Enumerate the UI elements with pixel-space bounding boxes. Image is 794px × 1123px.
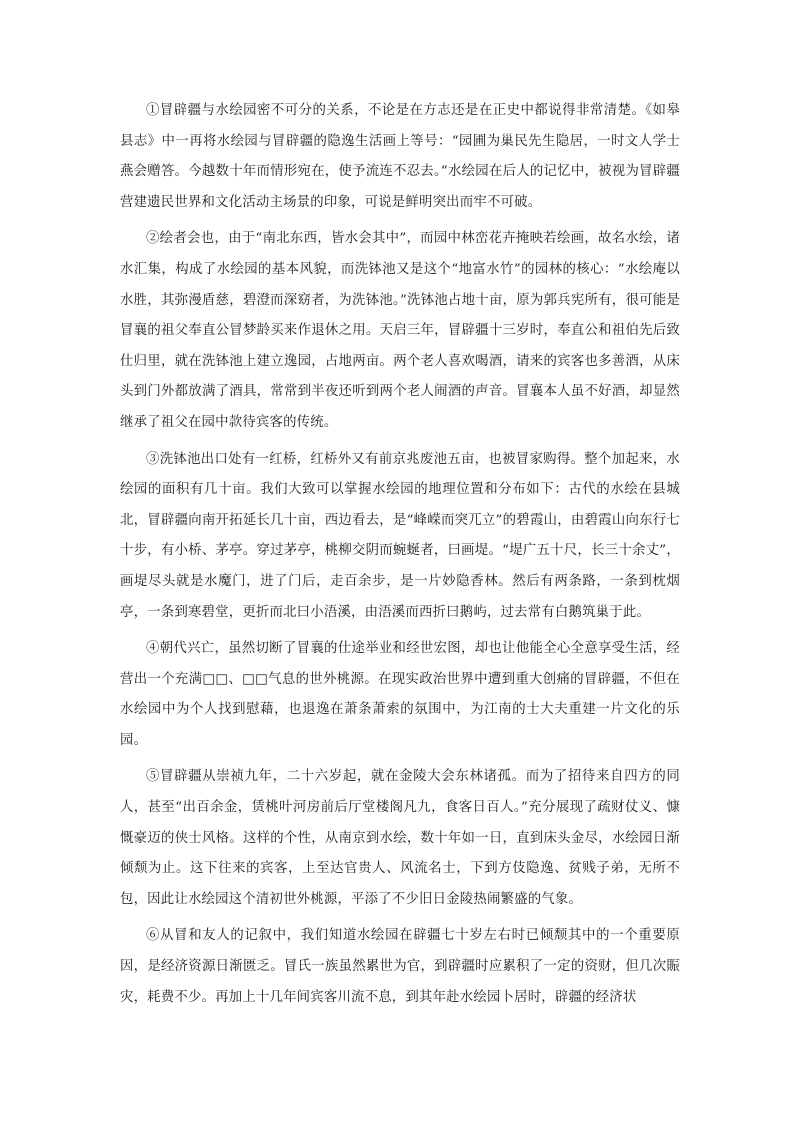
paragraph-6: ⑥从冒和友人的记叙中，我们知道水绘园在辟疆七十岁左右时已倾颓其中的一个重要原因，是经济资源日渐匮乏。冒氏一族虽然累世为官，到辟疆时应累积了一定的资财，但几次賑灾，耗费不少。再加上十几年间宾客川流不息，到其年赴水绘园卜居时，辟疆的经济状 (120, 928, 680, 1005)
paragraph-5: ⑤冒辟疆从崇祯九年，二十六岁起，就在金陵大会东林诸孤。而为了招待来自四方的同人，甚至“出百余金，赁桃叶河房前后厅堂楼阁凡九，食客日百人。”充分展现了疏财仗义、慷慨豪迈的侠士风格。这样的个性，从南京到水绘，数十年如一日，直到床头金尽，水绘园日渐倾颓为止。这下往来的宾客，上至达官贵人、风流名士，下到方伎隐逸、贫贱子弟，无所不包，因此让水绘园这个清初世外桃源，平添了不少旧日金陵热闹繁盛的气象。 (120, 769, 680, 907)
paragraph-4: ④朝代兴亡，虽然切断了冒襄的仕途举业和经世宏图，却也让他能全心全意享受生活，经营出一个充满□□、□□气息的世外桃源。在现实政治世界中遭到重大创痛的冒辟疆，不但在水绘园中为个人找到慰藉，也退逸在萧条萧索的氛围中，为江南的士大夫重建一片文化的乐园。 (120, 641, 680, 748)
paragraph-2: ②绘者会也，由于“南北东西，皆水会其中”，而园中林峦花卉掩映若绘画，故名水绘，诸水汇集，构成了水绘园的基本风貌，而洗钵池又是这个“地富水竹”的园林的核心：“水绘庵以水胜，其弥漫盾慈，碧澄而深窈者，为洗钵池。”洗钵池占地十亩，原为郭兵宪所有，很可能是冒襄的祖父奉直公冒梦龄买来作退休之用。天启三年，冒辟疆十三岁时，奉直公和祖伯先后致仕归里，就在洗钵池上建立逸园，占地两亩。两个老人喜欢喝酒，请来的宾客也多善酒，从床头到门外都放满了酒具，常常到半夜还听到两个老人闹酒的声音。冒襄本人虽不好酒，却显然继承了祖父在园中款待宾客的传统。 (120, 231, 680, 430)
paragraph-1: ①冒辟疆与水绘园密不可分的关系，不论是在方志还是在正史中都说得非常清楚。《如皋县志》中一再将水绘园与冒辟疆的隐逸生活画上等号：“园圃为巢民先生隐居，一时文人学士燕会赠答。今越数十年而情形宛在，使予流连不忍去。”水绘园在后人的记忆中，被视为冒辟疆营建遗民世界和文化活动主场景的印象，可说是鲜明突出而牢不可破。 (120, 103, 680, 210)
article-body (120, 96, 680, 1019)
paragraph-3: ③洗钵池出口处有一红桥，红桥外又有前京兆废池五亩，也被冒家购得。整个加起来，水绘园的面积有几十亩。我们大致可以掌握水绘园的地理位置和分布如下：古代的水绘在县城北，冒辟疆向南开拓延长几十亩，西边看去，是“峰嵘而突兀立”的碧霞山，由碧霞山向东行七十步，有小桥、茅亭。穿过茅亭，桃柳交阴而蜿蜒者，曰画堤。“堤广五十尺，长三十余丈”，画堤尽头就是水魔门，进了门后，走百余步，是一片妙隐香林。然后有两条路，一条到枕烟亭，一条到寒碧堂，更折而北曰小浯溪，由浯溪而西折曰鹅屿，过去常有白鹅筑巢于此。 (120, 451, 680, 620)
